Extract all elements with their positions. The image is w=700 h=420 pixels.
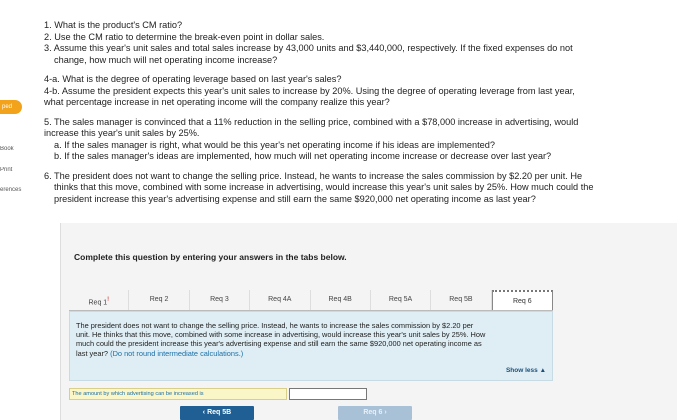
question-3-cont: change, how much will net operating income increase? bbox=[54, 54, 278, 65]
advertising-increase-input[interactable] bbox=[289, 388, 367, 400]
question-2: 2. Use the CM ratio to determine the break-even point in dollar sales. bbox=[44, 31, 325, 42]
content-line-3: much could the president increase this year's advertising expense and still earn the same $920,000 net operating income as bbox=[76, 339, 482, 349]
content-line-2: unit. He thinks that this move, combined with some increase in advertising, would increase this year's unit sales by 25%. How bbox=[76, 330, 486, 340]
question-4b-cont: what percentage increase in net operating income will the company realize this year? bbox=[44, 97, 390, 107]
question-3: 3. Assume this year's unit sales and total sales increase by 43,000 units and $3,440,000, respectively. If the fixed expenses do not bbox=[44, 43, 573, 53]
tab-req-4a[interactable]: Req 4A bbox=[250, 290, 310, 310]
tab-req-3[interactable]: Req 3 bbox=[190, 290, 250, 310]
question-6-cont2: president increase this year's advertising expense and still earn the same $920,000 net operating income as last year? bbox=[54, 193, 536, 204]
sidebar-link-book[interactable]: Book bbox=[0, 146, 14, 152]
question-4b: 4-b. Assume the president expects this year's unit sales to increase by 20%. Using the degree of operating leverage from last year, bbox=[44, 85, 575, 96]
answer-panel bbox=[60, 223, 677, 420]
rounding-note: (Do not round intermediate calculations.) bbox=[110, 348, 244, 358]
question-1: 1. What is the product's CM ratio? bbox=[44, 20, 183, 30]
sidebar-badge: ped bbox=[0, 100, 22, 114]
question-5: 5. The sales manager is convinced that a 11% reduction in the selling price, combined with a $78,000 increase in advertising, would bbox=[44, 116, 579, 127]
panel-heading: Complete this question by entering your answers in the tabs below. bbox=[74, 252, 347, 262]
tab-req-6[interactable]: Req 6 bbox=[492, 290, 553, 310]
prev-req-button[interactable]: ‹ Req 5B bbox=[180, 406, 254, 420]
question-5b: b. If the sales manager's ideas are implemented, how much will net operating income increase or decrease over last year? bbox=[54, 151, 552, 161]
req-content bbox=[69, 311, 553, 381]
content-line-4: last year? (Do not round intermediate calculations.) bbox=[76, 348, 244, 358]
req-tabs bbox=[69, 290, 553, 311]
question-6-cont: thinks that this move, combined with some increase in advertising, would increase this year's unit sales by 25%. How much could the bbox=[54, 182, 594, 192]
tab-req-2[interactable]: Req 2 bbox=[129, 290, 189, 310]
question-list bbox=[44, 20, 664, 205]
tab-req-5a[interactable]: Req 5A bbox=[371, 290, 431, 310]
sidebar-link-references[interactable]: erences bbox=[0, 187, 22, 193]
next-req-button[interactable]: Req 6 › bbox=[338, 406, 412, 420]
content-line-1: The president does not want to change the selling price. Instead, he wants to increase the sales commission by $2.20 per bbox=[76, 321, 474, 330]
question-5-cont: increase this year's unit sales by 25%. bbox=[44, 128, 200, 138]
tab-req-1[interactable]: Req 1! bbox=[69, 290, 129, 310]
tab-status-icon: ! bbox=[107, 297, 109, 303]
answer-row bbox=[69, 388, 375, 400]
answer-label: The amount by which advertising can be increased is bbox=[69, 388, 287, 400]
left-sidebar bbox=[0, 0, 30, 420]
sidebar-link-print[interactable]: Print bbox=[0, 167, 13, 173]
question-4a: 4-a. What is the degree of operating leverage based on last year's sales? bbox=[44, 74, 342, 84]
question-5a: a. If the sales manager is right, what would be this year's net operating income if his ideas are implemented? bbox=[54, 139, 495, 150]
question-6: 6. The president does not want to change the selling price. Instead, he wants to increase the sales commission by $2.20 per unit. He bbox=[44, 170, 583, 181]
tab-req-4b[interactable]: Req 4B bbox=[311, 290, 371, 310]
show-less-link[interactable]: Show less ▲ bbox=[505, 367, 546, 374]
tab-req-5b[interactable]: Req 5B bbox=[431, 290, 491, 310]
